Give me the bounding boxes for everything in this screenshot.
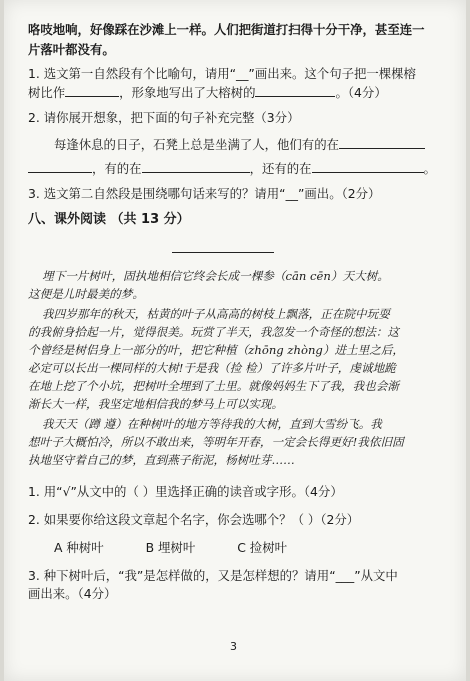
- reading-question-3-line-2: 画出来。（4分）: [28, 586, 117, 601]
- question-1-text-b: ，形象地写出了大榕树的: [119, 85, 256, 100]
- passage-line: 我天天（蹲 遵）在种树叶的地方等待我的大树，直到大雪纷飞。我: [42, 417, 382, 431]
- reading-question-1: 1. 用“√”从文中的（ ）里选择正确的读音或字形。（4分）: [28, 484, 343, 499]
- passage-line: 埋下一片树叶，固执地相信它终会长成一棵参（cān cēn）天大树。: [42, 269, 389, 283]
- passage-line: 想叶子大概怕冷，所以不敢出来，等明年开春，一定会长得更好!我依旧固: [28, 435, 404, 449]
- title-blank-line[interactable]: [172, 252, 274, 253]
- question-2-sentence: 每逢休息的日子，石凳上总是坐满了人，他们有的在: [54, 137, 339, 152]
- reading-question-2-options: [54, 540, 329, 556]
- reading-question-3-line-1: 3. 种下树叶后，“我”是怎样做的，又是怎样想的？请用“___”从文中: [28, 568, 398, 583]
- passage-line: 我四岁那年的秋天，枯黄的叶子从高高的树枝上飘落，正在院中玩耍: [42, 307, 390, 321]
- page-number: 3: [230, 640, 237, 653]
- question-1-text-a: 树比作: [28, 85, 66, 100]
- question-1-line-1: 1. 选文第一自然段有个比喻句，请用“__”画出来。这个句子把一棵棵榕: [28, 66, 416, 81]
- question-2-text-a: ，有的在: [92, 161, 142, 176]
- section-title: 八、课外阅读 （共 13 分）: [28, 212, 190, 227]
- passage-continuation-line-2: 片落叶都没有。: [28, 42, 115, 57]
- option-a[interactable]: A 种树叶: [54, 540, 104, 555]
- answer-blank[interactable]: [28, 160, 92, 173]
- question-2-text-b: ，还有的在: [249, 161, 312, 176]
- answer-blank[interactable]: [312, 160, 424, 173]
- question-2-line-2: [54, 136, 425, 153]
- question-1-line-2: [28, 84, 387, 101]
- passage-line: 这便是儿时最美的梦。: [28, 287, 144, 301]
- option-c[interactable]: C 捡树叶: [237, 540, 287, 555]
- passage-line: 的我俯身拾起一片，觉得很美。玩赏了半天，我忽发一个奇怪的想法：这: [28, 325, 400, 339]
- worksheet-page: [4, 0, 466, 681]
- answer-blank[interactable]: [65, 84, 119, 97]
- reading-question-2: 2. 如果要你给这段文章起个名字，你会选哪个？（ ）（2分）: [28, 512, 360, 527]
- question-2-text-c: 。: [423, 161, 436, 176]
- answer-blank[interactable]: [255, 84, 335, 97]
- passage-line: 执地坚守着自己的梦，直到燕子衔泥，杨树吐芽……: [28, 453, 295, 467]
- passage-line: 必定可以长出一棵同样的大树!于是我（捡 检）了许多片叶子，虔诚地跪: [28, 361, 396, 375]
- question-3-line-1: 3. 选文第二自然段是围绕哪句话来写的？请用“__”画出。（2分）: [28, 186, 381, 201]
- answer-blank[interactable]: [142, 160, 250, 173]
- passage-line: 个曾经是树侣身上一部分的叶，把它种植（zhōng zhòng）进土里之后，: [28, 343, 405, 357]
- option-b[interactable]: B 埋树叶: [145, 540, 196, 555]
- question-2-line-1: 2. 请你展开想象，把下面的句子补充完整（3分）: [28, 110, 300, 125]
- answer-blank[interactable]: [339, 136, 425, 149]
- passage-line: 渐长大一样，我坚定地相信我的梦马上可以实现。: [28, 397, 284, 411]
- passage-continuation-line-1: 咯吱地响，好像踩在沙滩上一样。人们把街道打扫得十分干净，甚至连一: [28, 22, 425, 37]
- question-1-text-c: 。（4分）: [335, 85, 387, 100]
- passage-line: 在地上挖了个小坑，把树叶全埋到了土里。就像妈妈生下了我，我也会渐: [28, 379, 400, 393]
- question-2-line-3: [28, 160, 436, 177]
